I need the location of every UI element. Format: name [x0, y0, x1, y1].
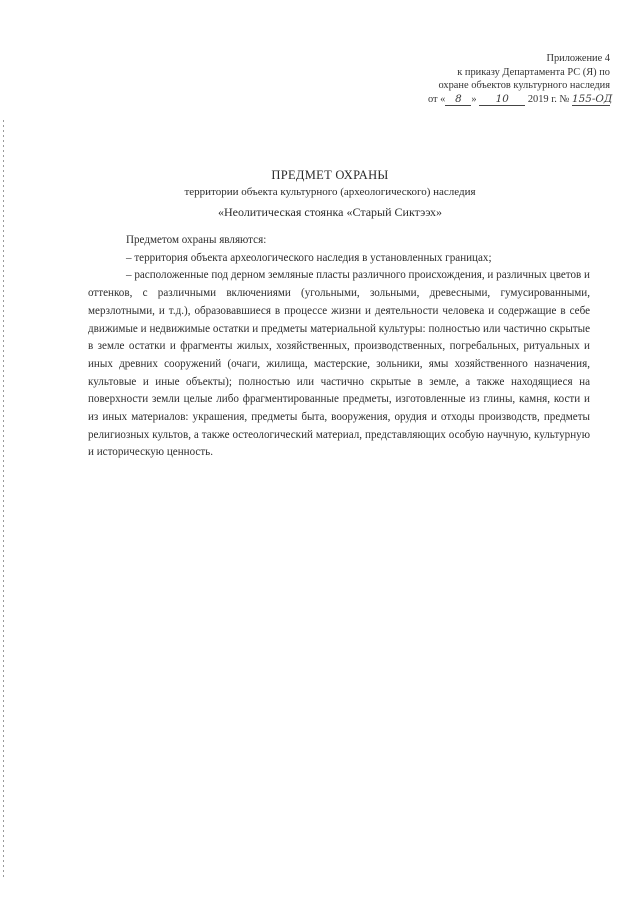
- order-number: 155-ОД: [572, 92, 613, 105]
- appendix-header: [350, 52, 613, 106]
- object-name: «Неолитическая стоянка «Старый Сиктээх»: [217, 205, 442, 219]
- date-month: 10: [479, 94, 525, 106]
- date-year: 2019 г. №: [527, 93, 570, 105]
- appendix-line-1: Приложение 4: [546, 53, 610, 64]
- intro-paragraph: Предметом охраны являются:: [126, 234, 267, 246]
- item-2-paragraph: – расположенные под дерном земляные пласты различного происхождения, и различных цветов и оттенков, с различными включениями (угольными, зольными, древесными, гумусированными, мерзлотными, и т.д.), образовавшиеся в процессе жизни и деятельности человека и содержащие в себе движимые и недвижимые остатки и предметы материальной культуры: полностью или частично скрытые в земле остатки и фрагменты жилых, хозяйственных, производственных, погребальных, ритуальных и иных древних сооружений (очаги, жилища, мастерские, зольники, ямы хозяйственного назначения, культовые и иные объекты); полностью или частично скрытые в земле, а также находящиеся на поверхности земли целые либо фрагментированные предметы, изготовленные из глины, камня, кости и из иных материалов: украшения, предметы быта, вооружения, орудия и отходы производств, предметы религиозных культов, а также остеологический материал, представляющих особую научную, культурную и историческую ценность.: [88, 269, 590, 459]
- date-day: 8: [445, 94, 471, 106]
- scan-edge: [3, 120, 4, 880]
- body-text: [88, 232, 590, 462]
- title-block: [60, 167, 600, 220]
- document-subtitle: территории объекта культурного (археологического) наследия: [184, 186, 476, 198]
- date-prefix: от «: [427, 93, 446, 105]
- appendix-line-3: охране объектов культурного наследия: [438, 80, 610, 91]
- appendix-line-2: к приказу Департамента РС (Я) по: [457, 66, 610, 78]
- item-1-paragraph: – территория объекта археологического наследия в установленных границах;: [126, 251, 492, 264]
- appendix-date-line: [350, 92, 613, 107]
- date-mid: »: [471, 93, 477, 105]
- document-title: ПРЕДМЕТ ОХРАНЫ: [271, 168, 389, 182]
